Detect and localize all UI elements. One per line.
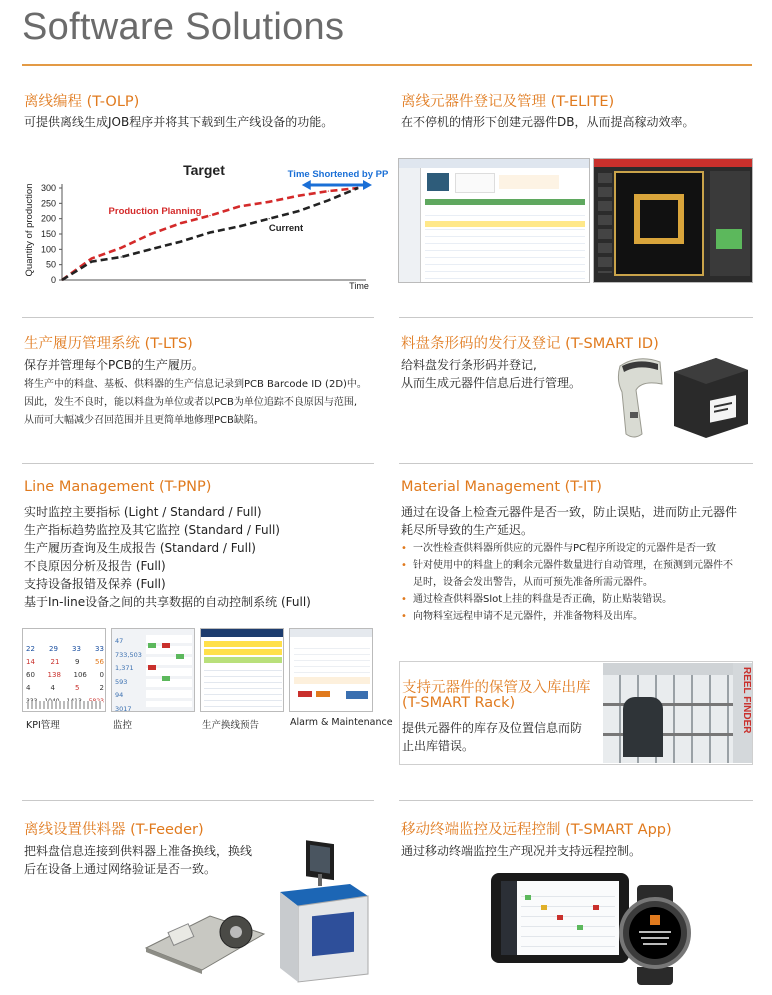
- data-point: [328, 190, 329, 191]
- feeder-title: 离线设置供料器 (T-Feeder): [24, 822, 204, 838]
- data-point: [209, 232, 210, 233]
- reel-finder-brand: REEL FINDER: [741, 667, 752, 734]
- data-point: [180, 223, 181, 224]
- data-point: [150, 249, 151, 250]
- series-line-0: [62, 188, 358, 280]
- olp-chart: [18, 158, 389, 298]
- it-bullet: • 针对使用中的料盘上的剩余元器件数量进行自动管理，在预测到元器件不 足时，设备会发出警告，从而可预先准备所需元器件。: [399, 557, 754, 591]
- smartwatch-image: [617, 885, 693, 985]
- lts-line1: 保存并管理每个PCB的生产履历。: [24, 358, 204, 372]
- monitor-value: 47: [115, 637, 124, 645]
- y-tick-label: 50: [45, 259, 56, 270]
- kpi-value: 9: [75, 658, 80, 666]
- alarm-screenshot: [289, 628, 373, 712]
- data-point: [121, 256, 122, 257]
- reel-rack-photo: [603, 663, 752, 763]
- chart-xlabel: Time: [349, 281, 369, 291]
- data-point: [269, 201, 270, 202]
- lts-line3: 因此，发生不良时，能以料盘为单位或者以PCB为单位追踪不良原因与范围,: [24, 397, 358, 408]
- olp-desc: 可提供离线生成JOB程序并将其下载到生产线设备的功能。: [24, 115, 334, 129]
- label-printer-image: [666, 354, 752, 440]
- smart-id-line1: 给料盘发行条形码并登记,: [401, 358, 537, 372]
- pnp-title: Line Management (T-PNP): [24, 479, 212, 495]
- data-point: [180, 241, 181, 242]
- divider: [399, 800, 753, 801]
- kpi-value: 33: [72, 645, 81, 653]
- kpi-value: 56: [95, 658, 104, 666]
- kpi-screenshot: [22, 628, 106, 712]
- elite-title: 离线元器件登记及管理 (T-ELITE): [401, 94, 615, 110]
- kpi-value: 4: [50, 684, 55, 692]
- arrow-head-left: [302, 180, 311, 190]
- feeder-image: [140, 898, 270, 974]
- chart-ylabel: Quantity of production: [24, 183, 35, 277]
- changeover-label: 生产换线预告: [202, 720, 260, 731]
- alarm-label: Alarm & Maintenance: [290, 717, 393, 728]
- kpi-value: 2: [99, 684, 104, 692]
- divider: [22, 317, 374, 318]
- lts-line2: 将生产中的料盘、基板、供料器的生产信息记录到PCB Barcode ID (2D)中。: [24, 379, 367, 390]
- kpi-label: KPI管理: [26, 720, 60, 731]
- chart-title: Target: [183, 162, 225, 178]
- app-title: 移动终端监控及远程控制 (T-SMART App): [401, 822, 672, 838]
- data-point: [298, 195, 299, 196]
- pnp-item: 基于In-line设备之间的共享数据的自动控制系统 (Full): [24, 595, 311, 609]
- barcode-scanner-image: [612, 352, 672, 442]
- kpi-value: 106: [73, 671, 87, 679]
- kpi-value: 138: [47, 671, 61, 679]
- kpi-value: 5: [75, 684, 80, 692]
- monitor-value: 3017: [115, 704, 132, 712]
- y-tick-label: 100: [40, 244, 56, 255]
- lts-line4: 从而可大幅减少召回范围并且更简单地修理PCB缺陷。: [24, 415, 264, 426]
- data-point: [239, 226, 240, 227]
- y-tick-label: 150: [40, 229, 56, 239]
- monitor-value: 1,371: [115, 664, 134, 672]
- y-tick-label: 0: [50, 275, 56, 285]
- data-point: [328, 200, 329, 201]
- pnp-item: 不良原因分析及报告 (Full): [24, 559, 166, 573]
- data-point: [121, 247, 122, 248]
- page-title: Software Solutions: [22, 6, 345, 48]
- series-label-planning: Production Planning: [108, 206, 202, 217]
- data-point: [91, 258, 92, 259]
- lts-title: 生产履历管理系统 (T-LTS): [24, 336, 193, 352]
- data-point: [150, 233, 151, 234]
- elite-screenshot-2: [593, 158, 753, 283]
- it-line1: 通过在设备上检查元器件是否一致，防止误贴，进而防止元器件: [401, 505, 738, 519]
- y-tick-label: 250: [40, 198, 56, 209]
- monitor-value: 593: [115, 677, 128, 686]
- rack-line1: 提供元器件的库存及位置信息而防: [402, 721, 583, 735]
- data-point: [269, 218, 270, 219]
- divider: [22, 463, 374, 464]
- kpi-value: 22: [26, 645, 35, 653]
- it-bullet: • 一次性检查供料器所供应的元器件与PC程序所设定的元器件是否一致: [399, 540, 754, 557]
- elite-screenshot-1: [398, 158, 590, 283]
- smart-id-title: 料盘条形码的发行及登记 (T-SMART ID): [401, 336, 659, 352]
- data-point: [209, 215, 210, 216]
- rack-title-2: (T-SMART Rack): [402, 695, 516, 711]
- chart-annotation: Time Shortened by PP: [287, 169, 389, 180]
- series-line-1: [62, 188, 358, 280]
- elite-desc: 在不停机的情形下创建元器件DB，从而提高稼动效率。: [401, 115, 695, 129]
- rack-title-1: 支持元器件的保管及入库出库: [402, 680, 591, 696]
- smart-id-line2: 从而生成元器件信息后进行管理。: [401, 376, 582, 390]
- data-point: [91, 261, 92, 262]
- y-tick-label: 300: [40, 183, 56, 193]
- monitor-label: 监控: [113, 720, 133, 731]
- kpi-value: 60: [26, 671, 35, 679]
- data-point: [357, 187, 358, 188]
- divider: [22, 800, 374, 801]
- arrow-head-right: [363, 180, 372, 190]
- rack-line2: 止出库错误。: [402, 739, 475, 753]
- feeder-station-image: [276, 834, 372, 984]
- divider: [399, 463, 753, 464]
- data-point: [239, 206, 240, 207]
- changeover-screenshot: [200, 628, 284, 712]
- kpi-value: 4: [26, 684, 31, 692]
- y-tick-label: 200: [40, 213, 56, 224]
- it-bullet: • 向物料室远程申请不足元器件，并准备物料及出库。: [399, 608, 754, 625]
- monitor-value: 94: [115, 691, 124, 699]
- it-bullets: [399, 540, 754, 625]
- feeder-line2: 后在设备上通过网络验证是否一致。: [24, 862, 217, 876]
- data-point: [298, 210, 299, 211]
- feeder-line1: 把料盘信息连接到供料器上准备换线，换线: [24, 844, 253, 858]
- it-bullet: • 通过检查供料器Slot上挂的料盘是否正确，防止贴装错误。: [399, 591, 754, 608]
- monitor-value: 733,503: [115, 650, 142, 659]
- app-desc: 通过移动终端监控生产现况并支持远程控制。: [401, 844, 642, 858]
- olp-title: 离线编程 (T-OLP): [24, 94, 140, 110]
- kpi-value: 14: [26, 658, 35, 666]
- pnp-item: 生产履历查询及生成报告 (Standard / Full): [24, 541, 256, 555]
- pnp-item: 实时监控主要指标 (Light / Standard / Full): [24, 505, 262, 519]
- kpi-value: 21: [50, 658, 60, 666]
- it-line2: 耗尽所导致的生产延迟。: [401, 523, 534, 537]
- pnp-item: 支持设备报错及保养 (Full): [24, 577, 166, 591]
- kpi-value: 0: [99, 671, 104, 679]
- divider: [399, 317, 753, 318]
- kpi-value: 33: [95, 645, 104, 653]
- monitor-screenshot: [111, 628, 195, 712]
- tablet-image: [491, 873, 629, 963]
- data-point: [61, 279, 62, 280]
- pnp-item: 生产指标趋势监控及其它监控 (Standard / Full): [24, 523, 280, 537]
- title-rule: [22, 64, 752, 66]
- series-label-current: Current: [268, 223, 304, 234]
- it-title: Material Management (T-IT): [401, 479, 602, 495]
- kpi-value: 29: [49, 645, 58, 653]
